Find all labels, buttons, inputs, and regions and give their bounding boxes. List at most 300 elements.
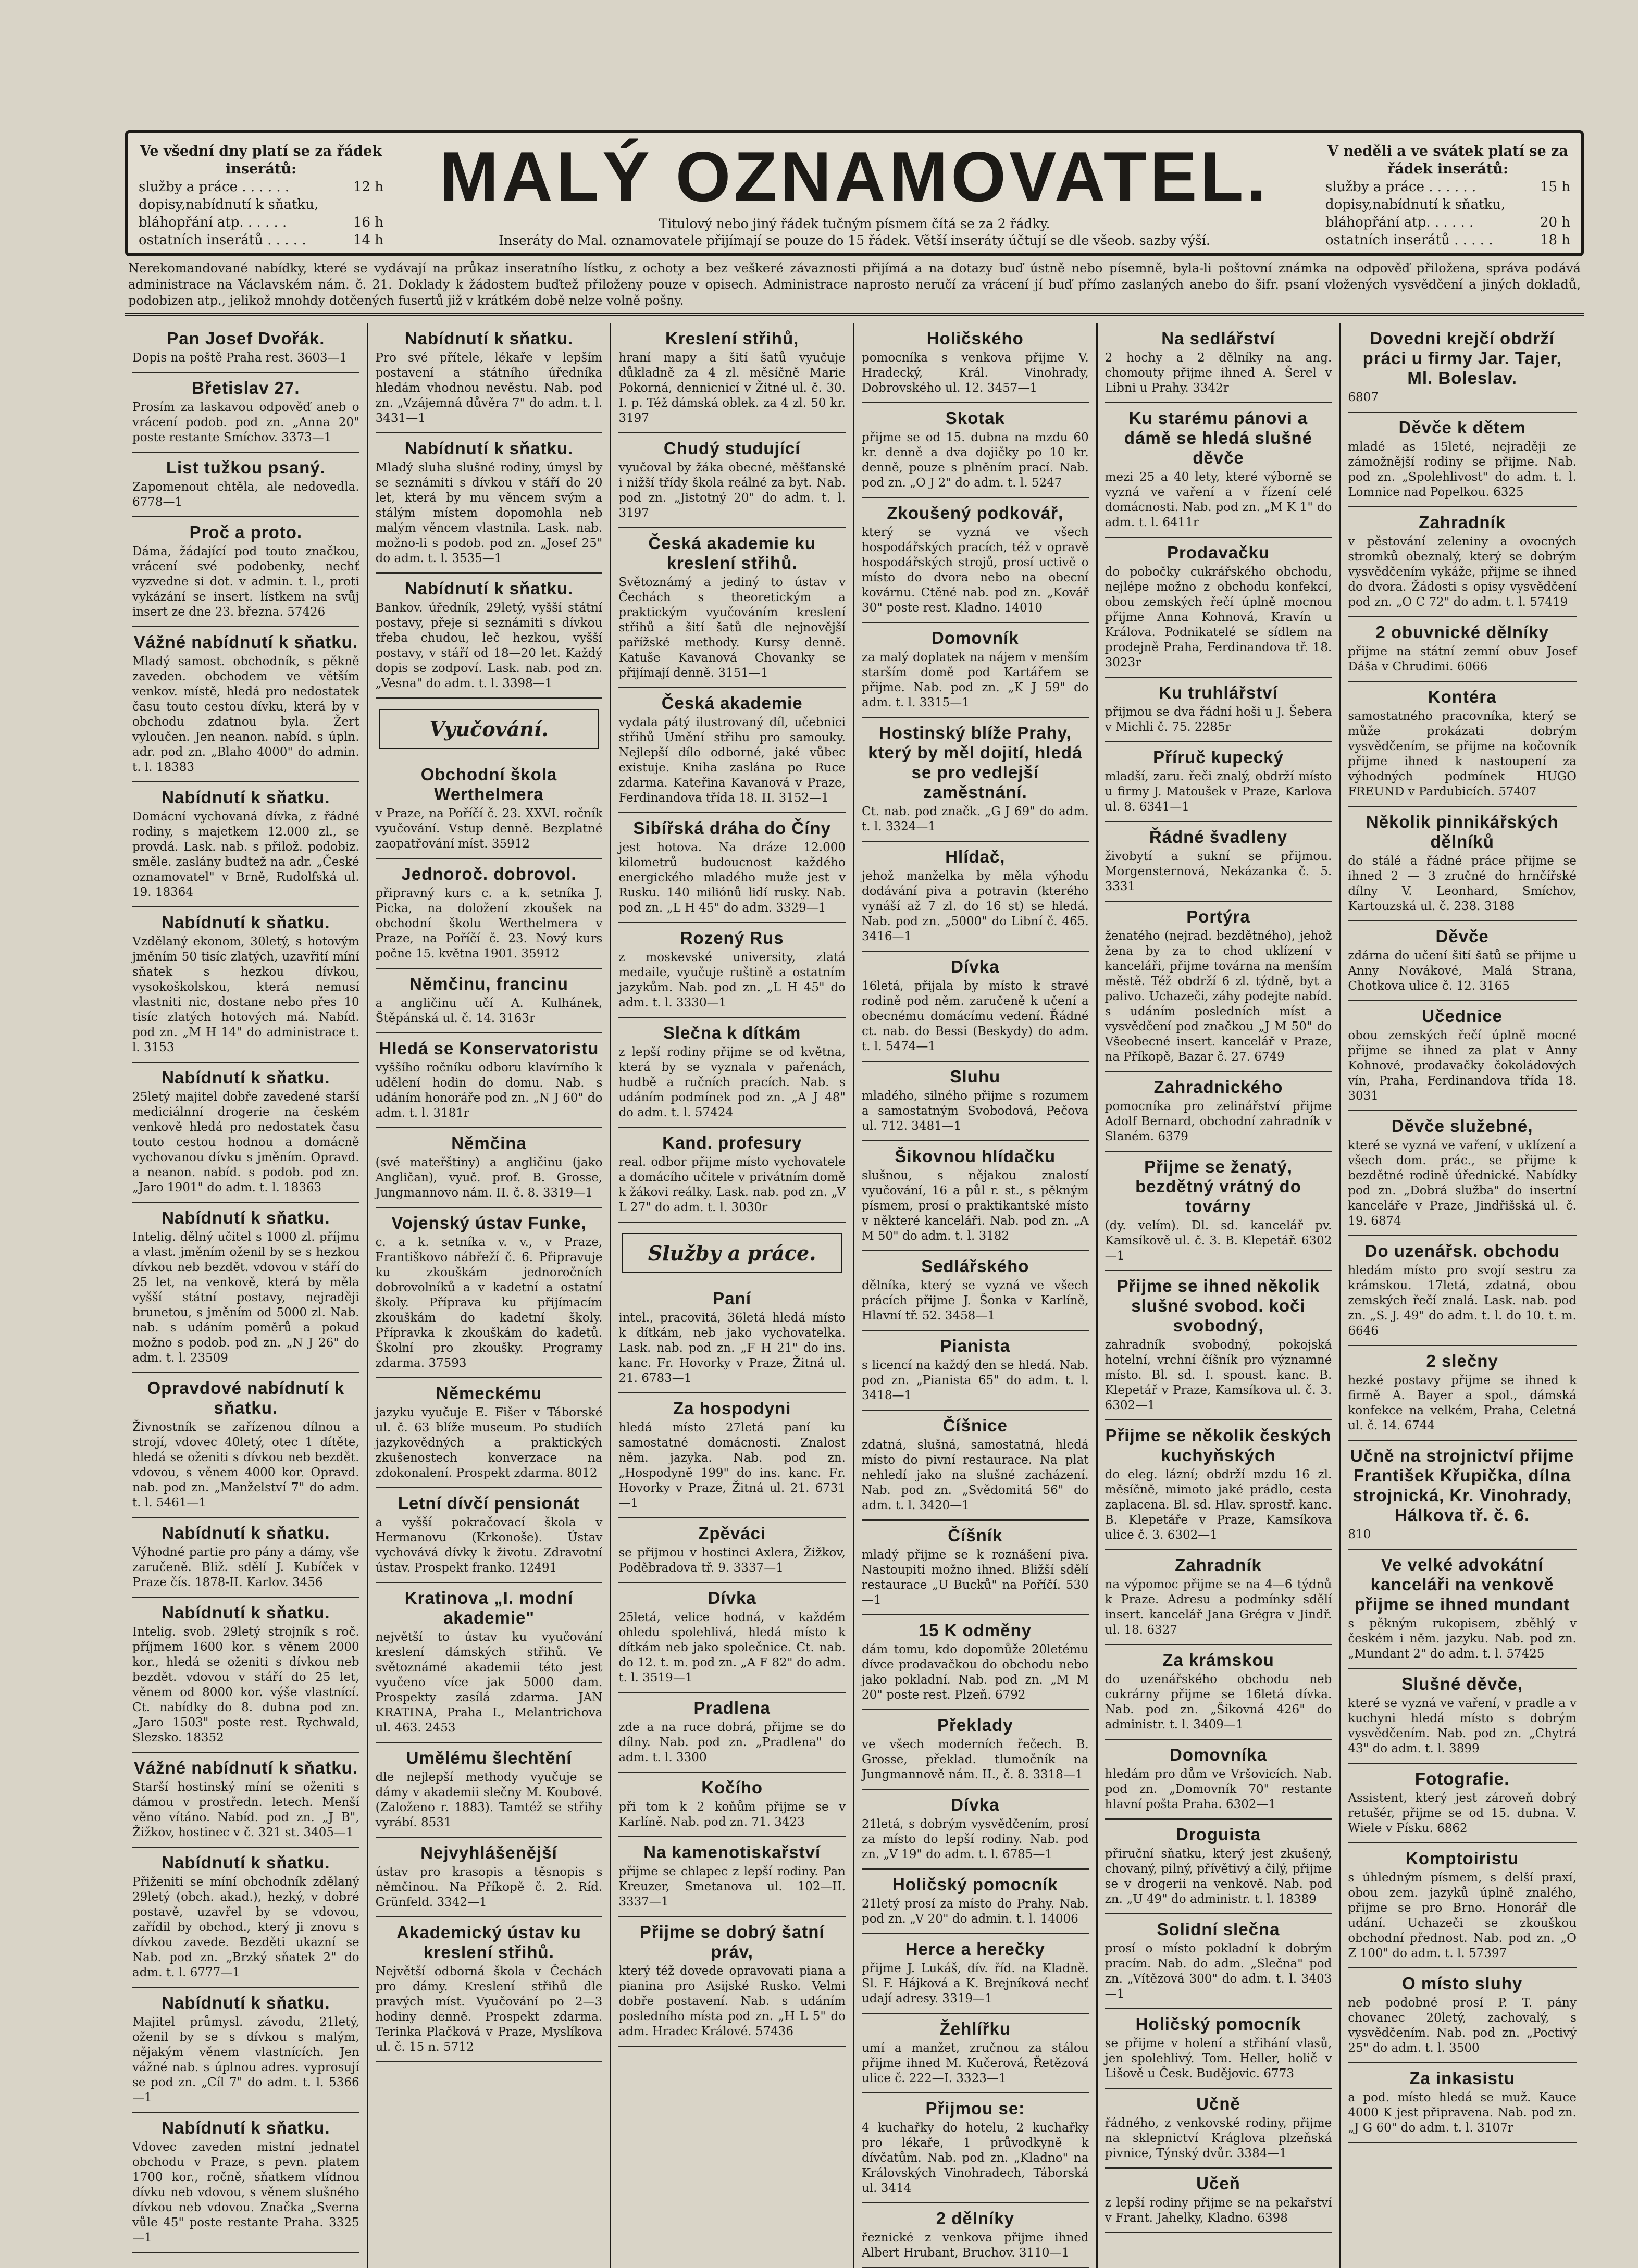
- classified-ad: [618, 323, 846, 433]
- ad-body: Domácní vychovaná dívka, z řádné rodiny, s majetkem 12.000 zl., se provdá. Lask. nab. s přilož. podobiz. směle. zaslány budtež na adr. „České oznamovatel" v Brně, Rudolfská ul. 19. 18364: [132, 810, 359, 899]
- classified-ad: [132, 373, 359, 453]
- classified-ad: [1348, 1441, 1577, 1550]
- classified-ad: [376, 1128, 603, 1208]
- ad-heading: Přijme se ihned několik slušné svobod. koči svobodný,: [1116, 1276, 1320, 1335]
- rate-price: 16 h: [353, 215, 383, 230]
- rate-row: [139, 231, 383, 249]
- classified-ad: [1348, 921, 1577, 1001]
- ad-body: slušnou, s nějakou znalostí vyučování, 16 a půl r. st., s pěkným písmem, prosí o praktikantské místo v některé kanceláři. Nab. pod zn. „A M 50" do adm. t. l. 3182: [861, 1169, 1089, 1243]
- classified-ad: [1348, 323, 1577, 413]
- rate-label: dopisy,nabídnutí k sňatku,: [1325, 197, 1506, 213]
- classified-ad: [376, 1208, 603, 1378]
- ad-heading: Umělému šlechtění: [406, 1748, 572, 1767]
- weekday-rates-box: [139, 143, 383, 249]
- classified-ad: [376, 574, 603, 699]
- ad-heading: Dívka: [708, 1588, 756, 1607]
- ad-body: pomocníka s venkova přijme V. Hradecký, Král. Vinohrady, Dobrovského ul. 12. 3457—1: [861, 351, 1089, 395]
- classified-ad: [862, 1141, 1089, 1251]
- classified-ad: [862, 1615, 1089, 1710]
- classified-ad: [132, 1848, 359, 1988]
- classified-ad: [1348, 1550, 1577, 1669]
- ad-heading: Na sedlářství: [1161, 329, 1275, 348]
- ad-heading: Kratinova „I. modní akademie": [404, 1588, 574, 1627]
- rate-label: služby a práce . . . . . .: [139, 179, 290, 195]
- classified-ad: [1348, 1111, 1577, 1236]
- ad-columns: [125, 323, 1584, 2260]
- classified-ad: [618, 688, 846, 813]
- classified-ad: [862, 952, 1089, 1062]
- ad-heading: Učně na strojnictví přijme František Křupička, dílna strojnická, Kr. Vinohrady, Hálkova tř. č. 6.: [1350, 1446, 1574, 1525]
- ad-body: připravný kurs c. a k. setníka J. Picka, na doložení zkoušek na obchodní školu Werthelmera v Praze, na Poříčí č. 23. Nový kurs počne 15. května 1901. 35912: [375, 887, 603, 961]
- ad-heading: Jednoroč. dobrovol.: [401, 864, 577, 883]
- ad-heading: Slečna k dítkám: [663, 1023, 801, 1042]
- ad-heading: Přijme se několik českých kuchyňských: [1105, 1426, 1332, 1465]
- ad-heading: Nabídnutí k sňatku.: [162, 913, 330, 932]
- ad-heading: Sedlářského: [921, 1256, 1029, 1276]
- ad-heading: Nabídnutí k sňatku.: [162, 788, 330, 807]
- ad-heading: Ve velké advokátní kanceláři na venkově přijme se ihned mundant: [1354, 1555, 1570, 1614]
- classified-ad: [376, 1488, 603, 1583]
- ad-heading: Nabídnutí k sňatku.: [162, 2118, 330, 2137]
- ad-body: mladého, silného přijme s rozumem a samostatným Svobodová, Pečova ul. 712. 3481—1: [861, 1089, 1089, 1133]
- ad-heading: Učednice: [1422, 1006, 1503, 1026]
- classified-ad: [1105, 678, 1332, 742]
- ad-heading: Česká akademie: [661, 693, 803, 713]
- ad-body: se přijme v holení a střihání vlasů, jen spolehlivý. Tom. Heller, holič v Lišově u Česk. Budějovic. 6773: [1105, 2037, 1332, 2080]
- rate-price: 12 h: [353, 179, 383, 195]
- ad-body: Ct. nab. pod značk. „G J 69" do adm. t. l. 3324—1: [861, 805, 1089, 833]
- ad-heading: Příruč kupecký: [1153, 747, 1284, 767]
- ad-heading: 2 slečny: [1426, 1351, 1498, 1370]
- classified-ad: [618, 1693, 846, 1773]
- ad-heading: Dovedni krejčí obdrží práci u firmy Jar. Tajer, Ml. Boleslav.: [1362, 329, 1562, 388]
- ad-heading: Šikovnou hlídačku: [895, 1147, 1056, 1166]
- ad-body: který se vyzná ve všech hospodářských pracích, též v opravě hospodářských strojů, prosí uctivě o místo do dvora nebo na obecní kovárnu. Ctěné nab. pod zn. „Kovář 30" poste rest. Kladno. 14010: [861, 526, 1089, 615]
- ad-heading: Na kamenotiskařství: [643, 1842, 821, 1862]
- classified-ad: [618, 1773, 846, 1837]
- ad-heading: 2 dělníky: [936, 2209, 1014, 2228]
- ad-body: vydala pátý ilustrovaný díl, učebnici střihů Umění střihu pro samouky. Nejlepší dílo odborné, jaké vůbec existuje. Kniha zaslána po Ruce zdarma. Kateřina Kavanová v Praze, Ferdinandova třída 18. II. 3152—1: [618, 716, 846, 805]
- classified-ad: [862, 2014, 1089, 2093]
- ad-heading: Zkoušený podkovář,: [887, 503, 1064, 522]
- classified-ad: [862, 718, 1089, 842]
- classified-ad: [376, 859, 603, 969]
- ad-heading: Prodavačku: [1167, 543, 1270, 562]
- ad-body: Vzdělaný ekonom, 30letý, s hotovým jměním 50 tisíc zlatých, uzavřití míní sňatek s hezkou dívkou, vysokoškolskou, která nemusí vlastniti nic, dostane nebo přes 10 tisíc zlatých hotových má. Nabíd. pod zn. „M H 14" do administrace t. l. 3153: [132, 935, 359, 1054]
- classified-ad: [132, 1598, 359, 1753]
- ad-heading: Vážné nabídnutí k sňatku.: [133, 1758, 358, 1777]
- ad-body: obou zemských řečí úplně mocné přijme se ihned za plat v Anny Kohnové, prodavačky čokoládových vín, Praha, Ferdinandova třída 18. 3031: [1348, 1029, 1577, 1103]
- classified-ad: [862, 1521, 1089, 1615]
- rate-row: [139, 196, 383, 214]
- ad-heading: Skotak: [945, 408, 1005, 428]
- ad-body: a pod. místo hledá se muž. Kauce 4000 K jest připravena. Nab. pod zn. „J G 60" do adm. t. l. 3107r: [1348, 2091, 1577, 2135]
- ad-body: přijmou se dva řádní hoši u J. Šebera v Michli č. 75. 2285r: [1105, 705, 1332, 734]
- ad-body: hledám pro dům ve Vršovicích. Nab. pod zn. „Domovník 70" restante hlavní pošta Praha. 6302—1: [1105, 1767, 1332, 1811]
- ad-body: 25letý majitel dobře zavedené starší mediciálnní drogerie na českém venkově hledá pro nedostatek času touto cestou hodnou a domácně vychovanou dívku s jměním. Opravd. a neanon. nabíd. s podob. pod zn. „Jaro 1901" do adm. t. l. 18363: [132, 1090, 359, 1194]
- classified-ad: [376, 1033, 603, 1128]
- ad-heading: Dívka: [951, 1795, 1000, 1814]
- ad-heading: Sibířská dráha do Číny: [633, 818, 831, 838]
- ad-body: 21letá, s dobrým vysvědčením, prosí za místo do lepší rodiny. Nab. pod zn. „V 19" do adm. t. l. 6785—1: [861, 1817, 1089, 1861]
- ad-heading: Proč a proto.: [189, 522, 303, 542]
- ad-body: řeznické z venkova přijme ihned Albert Hrubant, Bruchov. 3110—1: [861, 2231, 1089, 2260]
- classified-ad: [1105, 2089, 1332, 2169]
- ad-body: Mladý sluha slušné rodiny, úmysl by se seznámiti s dívkou v stáří do 20 let, která by mu věncem svým a stálým místem dopomohla neb malým věncem vlastnila. Lask. nab. možno-li s podob. pod zn. „Josef 25" do adm. t. l. 3535—1: [375, 461, 603, 565]
- ad-body: ústav pro krasopis a těsnopis s němčinou. Na Příkopě č. 2. Ríd. Grünfeld. 3342—1: [375, 1865, 603, 1909]
- newspaper-page: [125, 130, 1584, 2260]
- ad-heading: Portýra: [1186, 907, 1250, 926]
- classified-ad: [618, 1583, 846, 1693]
- classified-ad: [1105, 742, 1332, 822]
- ad-heading: Pradlena: [693, 1698, 771, 1717]
- classified-ad: [618, 1283, 846, 1393]
- ad-body: Živnostník se zařízenou dílnou a strojí, vdovec 40letý, otec 1 dítěte, hledá se oženiti s dívkou neb bezdět. vdovou, s věnem 4000 kor. Opravd. nab. pod zn. „Manželství 7" do adm. t. l. 5461—1: [132, 1420, 359, 1510]
- ad-heading: Kontéra: [1428, 687, 1497, 706]
- classified-ad: [1105, 403, 1332, 538]
- classified-ad: [1105, 1271, 1332, 1420]
- ad-body: (dy. velím). Dl. sd. kancelář pv. Kamsíkově ul. č. 3. B. Klepetář. 6302—1: [1105, 1219, 1332, 1263]
- ad-body: mladý přijme se k roznášení piva. Nastoupiti možno ihned. Bližší sdělí restaurace „U Bucků" na Poříčí. 530—1: [861, 1548, 1089, 1607]
- ad-heading: Děvče služebné,: [1391, 1116, 1533, 1136]
- rate-label: služby a práce . . . . . .: [1325, 179, 1476, 195]
- ad-heading: Pan Josef Dvořák.: [167, 329, 325, 348]
- ad-heading: Obchodní škola Werthelmera: [420, 765, 557, 804]
- ad-body: v Praze, na Poříčí č. 23. XXVI. ročník vyučování. Vstup denně. Bezplatné zaopatřování míst. 35912: [375, 807, 603, 851]
- ad-body: do eleg. lázní; obdrží mzdu 16 zl. měsíčně, mimoto jaké prádlo, cesta zaplacena. Bl. sd. Hlav. sprostř. kanc. B. Klepetáře v Praze, Kamsíkova ulice č. 3. 6302—1: [1105, 1468, 1332, 1542]
- ad-heading: Břetislav 27.: [192, 378, 300, 397]
- ad-heading: Pianista: [940, 1336, 1011, 1355]
- rate-row: [1325, 214, 1570, 231]
- classified-ad: [1105, 1740, 1332, 1820]
- ad-body: v pěstování zeleniny a ovocných stromků obeznalý, který se dobrým vysvědčením vykáže, přijme se ihned do dvora. Žádosti s opisy vysvědčení pod zn. „O C 72" do adm. t. l. 57419: [1348, 535, 1577, 609]
- classified-ad: [376, 1743, 603, 1838]
- classified-ad: [862, 1331, 1089, 1411]
- ad-column-2: [368, 323, 612, 2268]
- ad-heading: Hostinský blíže Prahy, který by měl dojití, hledá se pro vedlejší zaměstnání.: [868, 723, 1083, 802]
- classified-ad: [376, 1917, 603, 2062]
- rate-row: [1325, 178, 1570, 196]
- ad-body: Největší odborná škola v Čechách pro dámy. Kreslení střihů dle pravých míst. Vyučování po 2—3 hodiny denně. Prospekt zdarma. Terinka Plačková v Praze, Myslíkova ul. č. 15 n. 5712: [375, 1965, 603, 2054]
- ad-heading: Letní dívčí pensionát: [398, 1493, 580, 1513]
- classified-ad: [862, 323, 1089, 403]
- ad-body: přijme J. Lukáš, dív. říd. na Kladně. Sl. F. Hájková a K. Brejníková nechť udají adresy. 3319—1: [861, 1962, 1089, 2005]
- rate-label: dopisy,nabídnutí k sňatku,: [139, 197, 319, 213]
- ad-heading: Němčinu, francinu: [409, 974, 568, 993]
- ad-heading: Za krámskou: [1162, 1650, 1274, 1669]
- ad-body: 21letý prosí za místo do Prahy. Nab. pod zn. „V 20" do admin. t. l. 14006: [861, 1897, 1089, 1926]
- administration-notice: Nerekomandované nabídky, které se vydávají na průkaz inseratního lístku, z ochoty a bez veškeré závaznosti přijímá a na dotazy buď ústně nebo písemně, byla-li poštovní známka na odpověď přiložena, správa podává administrace na Václavském nám. č. 21. Doklady k žádostem buďtež přiloženy pouze v opisech. Administrace naprosto neručí za vrácení jí buď přímo zaslaných anebo do šifr. psaní vložených vysvědčení a jiných dokladů, podobizen atp., jelikož mnohdy dotčených fusertů již v krátkém době nelze volně pošny.: [125, 256, 1584, 316]
- ad-heading: Učně: [1196, 2094, 1240, 2113]
- classified-ad: [618, 528, 846, 688]
- ad-heading: Za inkasistu: [1409, 2068, 1516, 2088]
- ad-body: Majitel průmysl. závodu, 21letý, oženil by se s dívkou s malým, nějakým věnem vlastnících. Jen vážné nab. s úplnou adres. vyprosují se pod zn. „Cíl 7" do adm. t. l. 5366—1: [132, 2015, 359, 2104]
- classified-ad: [862, 403, 1089, 498]
- classified-ad: [862, 2203, 1089, 2268]
- ad-heading: Německému: [436, 1384, 542, 1403]
- ad-body: samostatného pracovníka, který se může prokázati dobrým vysvědčením, se přijme na kočovník přijme ihned k nastoupení za výhodných podmínek HUGO FREUND v Pardubicích. 57407: [1348, 709, 1577, 799]
- ad-body: přijme se od 15. dubna na mzdu 60 kr. denně a dva dojičky po 10 kr. denně, pouze s plněním prací. Nab. pod zn. „O J 2" do adm. t. l. 5247: [861, 431, 1089, 490]
- ad-heading: Zahradnického: [1153, 1077, 1283, 1096]
- ad-heading: Holičský pomocník: [1135, 2014, 1301, 2034]
- ad-body: 810: [1348, 1528, 1371, 1541]
- ad-heading: Kočího: [701, 1778, 763, 1797]
- classified-ad: [862, 1870, 1089, 1934]
- ad-body: jehož manželka by měla výhodu dodávání piva a potravin (kterého vynáší až 7 zl. do 16 st) se hledá. Nab. pod zn. „5000" do Libní č. 465. 3416—1: [861, 869, 1089, 943]
- ad-body: 6807: [1348, 391, 1379, 404]
- ad-body: Intelig. dělný učitel s 1000 zl. příjmu a vlast. jměním oženil by se s hezkou dívkou neb bezdět. vdovou v stáří do 25 let, na venkově, která by měla vyšší státní postavy, nejraději brunetou, s jměním od 5000 zl. Nab. nab. s udáním poměrů a pokud možno s podob. pod zn. „N J 26" do adm. t. l. 23509: [132, 1230, 359, 1365]
- holiday-rates-title: V neděli a ve svátek platí se za řádek inserátů:: [1327, 143, 1568, 177]
- classified-ad: [1105, 1820, 1332, 1914]
- classified-ad: [1105, 2009, 1332, 2089]
- classified-ad: [1348, 1346, 1577, 1441]
- ad-heading: Do uzenářsk. obchodu: [1364, 1241, 1560, 1261]
- ad-body: s pěkným rukopisem, zběhlý v českém i něm. jazyku. Nab. pod zn. „Mundant 2" do adm. t. l. 57425: [1348, 1617, 1577, 1661]
- classified-ad: [132, 782, 359, 907]
- ad-heading: Ku starému pánovi a dámě se hledá slušné děvče: [1124, 408, 1313, 467]
- ad-body: Světoznámý a jediný to ústav v Čechách s theoretickým a praktickým vyučováním kreslení střihů a šití šatů dle nejnovější pařížské methody. Kursy denně. Katuše Kavanová Chovanky se přijímají denně. 3151—1: [618, 576, 846, 680]
- classified-ad: [1105, 822, 1332, 902]
- classified-ad: [376, 1378, 603, 1488]
- ad-body: 2 hochy a 2 dělníky na ang. chomouty přijme ihned A. Šerel v Libni u Prahy. 3342r: [1105, 351, 1332, 395]
- rate-label: bláhopřání atp. . . . . .: [1325, 215, 1474, 230]
- classified-ad: [862, 623, 1089, 718]
- masthead-subtitle-2: Inseráty do Mal. oznamovatele přijímají se pouze do 15 řádek. Větší inseráty účtují se dle všeob. sazby výší.: [499, 233, 1210, 248]
- classified-ad: [618, 813, 846, 923]
- classified-ad: [1105, 902, 1332, 1072]
- ad-heading: Hledá se Konservatoristu: [379, 1039, 599, 1058]
- classified-ad: [862, 498, 1089, 623]
- ad-body: vyššího ročníku odboru klavírního k udělení hodin do domu. Nab. s udáním honoráře pod zn. „N J 60" do adm. t. l. 3181r: [375, 1061, 603, 1120]
- ad-heading: Solidní slečna: [1157, 1920, 1280, 1939]
- ad-body: přiruční sňatku, který jest zkušený, chovaný, pilný, přívětivý a čilý, přijme se v drogerii na venkově. Nab. pod zn. „U 49" do administr. t. l. 18389: [1105, 1847, 1332, 1906]
- ad-body: hezké postavy přijme se ihned k firmě A. Bayer a spol., dámská konfekce na velkém, Praha, Celetná ul. č. 14. 6744: [1348, 1374, 1577, 1432]
- rate-row: [1325, 231, 1570, 249]
- ad-body: hledá místo 27letá paní ku samostatné domácnosti. Znalost něm. jazyka. Nab. pod zn. „Hospodyně 199" do ins. kanc. Fr. Hovorky v Praze, Žitná ul. 21. 6731—1: [618, 1421, 846, 1510]
- classified-ad: [1105, 2169, 1332, 2233]
- classified-ad: [376, 1583, 603, 1743]
- classified-ad: [618, 1518, 846, 1583]
- rate-label: ostatních inserátů . . . . .: [139, 232, 306, 248]
- ad-heading: Dívka: [951, 957, 1000, 976]
- ad-heading: List tužkou psaný.: [166, 458, 326, 477]
- classified-ad: [132, 517, 359, 627]
- ad-heading: Paní: [713, 1289, 751, 1308]
- ad-body: za malý doplatek na nájem v menším starším domě pod Kartářem se přijme. Nab. pod zn. „K J 59" do adm. t. l. 3315—1: [861, 651, 1089, 709]
- ad-body: do uzenářského obchodu neb cukrárny přijme se 16letá dívka. Nab. pod zn. „Šikovná 426" do administr. t. l. 3409—1: [1105, 1673, 1332, 1731]
- classified-ad: [1105, 538, 1332, 678]
- ad-body: Bankov. úředník, 29letý, vyšší státní postavy, přeje si seznámiti s dívkou třeba chudou, leč hezkou, vyšší postavy, v stáří od 18—20 let. Každý dopis se zodpoví. Lask. nab. pod zn. „Vesna" do adm. t. l. 3398—1: [375, 601, 603, 690]
- ad-heading: Přijme se ženatý, bezdětný vrátný do továrny: [1135, 1157, 1301, 1216]
- ad-heading: 15 K odměny: [919, 1621, 1032, 1640]
- ad-heading: Ku truhlářství: [1159, 683, 1278, 702]
- ad-heading: Vážné nabídnutí k sňatku.: [133, 632, 358, 652]
- ad-body: c. a k. setníka v. v., v Praze, Františkovo nábřeží č. 6. Připravuje ku zkouškám jednoročních dobrovolníků a v kadetní a ostatní školy. Příprava ku přijímacím zkouškám do kadetní školy. Přípravka k zkouškám do kadetů. Školní pro zkoušky. Programy zdarma. 37593: [375, 1236, 603, 1370]
- ad-heading: Česká akademie ku kreslení střihů.: [648, 533, 816, 572]
- ad-column-1: [125, 323, 368, 2268]
- classified-ad: [1348, 507, 1577, 617]
- classified-ad: [862, 842, 1089, 952]
- classified-ad: [376, 323, 603, 433]
- ad-body: z lepší rodiny přijme se od května, která by se vyznala v pařenách, hudbě a ručních pracích. Nab. s udáním podmínek pod zn. „A J 48" do adm. t. l. 57424: [618, 1045, 846, 1119]
- ad-heading: Překlady: [937, 1715, 1013, 1735]
- ad-body: intel., pracovitá, 36letá hledá místo k dítkám, neb jako vychovatelka. Lask. nab. pod zn. „F H 21" do ins. kanc. Fr. Hovorky v Praze, Žitná ul. 21. 6783—1: [618, 1311, 846, 1385]
- ad-heading: Nabídnutí k sňatku.: [404, 579, 574, 598]
- ad-heading: Číšník: [948, 1526, 1003, 1545]
- ad-body: mladší, zaru. řeči znalý, obdrží místo u firmy J. Matoušek v Praze, Karlova ul. 8. 6341—1: [1105, 770, 1332, 814]
- ad-heading: Nabídnutí k sňatku.: [162, 1068, 330, 1087]
- ad-heading: Droguista: [1175, 1825, 1261, 1844]
- classified-ad: [132, 1373, 359, 1518]
- classified-ad: [1348, 617, 1577, 682]
- ad-body: 4 kuchařky do hotelu, 2 kuchařky pro lékaře, 1 průvodkyně k dívčatům. Nab. pod zn. „Kladno" na Královských Vinohradech, Táborská ul. 3414: [861, 2121, 1089, 2195]
- rate-price: 15 h: [1540, 179, 1570, 195]
- classified-ad: [132, 1753, 359, 1848]
- ad-heading: Zahradník: [1419, 513, 1506, 532]
- ad-body: zdatná, slušná, samostatná, hledá místo do pivní restaurace. Na plat nehledí jako na slušné zacházení. Nab. pod zn. „Svědomitá 56" do adm. t. l. 3420—1: [861, 1438, 1089, 1512]
- section-heading: Vyučování.: [378, 708, 601, 750]
- ad-body: Intelig. svob. 29letý strojník s roč. příjmem 1600 kor. s věnem 2000 kor., hledá se oženiti s dívkou neb bezdět. vdovou v stáří do 25 let, věnem od 8000 kor. výše vlastnící. Ct. nabídky do 8. dubna pod zn. „Jaro 1503" poste rest. Rychwald, Slezsko. 18352: [132, 1625, 359, 1744]
- ad-column-3: [611, 323, 854, 2268]
- classified-ad: [862, 2093, 1089, 2203]
- classified-ad: [862, 1934, 1089, 2014]
- classified-ad: [132, 323, 359, 373]
- classified-ad: [132, 453, 359, 517]
- classified-ad: [376, 1838, 603, 1917]
- ad-body: dle nejlepší methody vyučuje se dámy v akademii slečny M. Koubové. (Založeno r. 1883). Tamtéž se střihy vyrábí. 8531: [375, 1771, 603, 1829]
- ad-column-6: [1341, 323, 1584, 2268]
- ad-heading: Hlídač,: [945, 847, 1006, 866]
- ad-heading: Komptoiristu: [1405, 1849, 1519, 1868]
- ad-heading: Několik pinnikářských dělníků: [1366, 812, 1559, 851]
- ad-heading: Žehlířku: [939, 2019, 1011, 2038]
- ad-body: s licencí na každý den se hledá. Nab. pod zn. „Pianista 65" do adm. t. l. 3418—1: [861, 1359, 1089, 1402]
- ad-heading: Akademický ústav ku kreslení střihů.: [396, 1923, 581, 1962]
- ad-body: hraní mapy a šití šatů vyučuje důkladně za 4 zl. měsíčně Marie Pokorná, dennicnicí v Žitné ul. č. 30. I. p. Též dámská oblek. za 4 zl. 50 kr. 3197: [618, 351, 846, 425]
- ad-body: 25letá, velice hodná, v každém ohledu spolehlivá, hledá místo k dítkám neb jako společnice. Ct. nab. do 12. t. m. pod zn. „A F 82" do adm. t. l. 3519—1: [618, 1611, 846, 1685]
- ad-body: Zapomenout chtěla, ale nedovedla. 6778—1: [132, 480, 359, 509]
- classified-ad: [862, 1251, 1089, 1331]
- ad-body: přijme se chlapec z lepší rodiny. Pan Kreuzer, Smetanova ul. 102—II. 3337—1: [618, 1865, 846, 1909]
- classified-ad: [1105, 1152, 1332, 1271]
- classified-ad: [618, 433, 846, 528]
- ad-body: jest hotova. Na dráze 12.000 kilometrů budoucnost každého energického mladého muže jest v Rusku. 140 miliónů lidí rusky. Nab. pod zn. „L H 45" do adm. 3329—1: [618, 841, 846, 915]
- ad-body: prosí o místo pokladní k dobrým pracím. Nab. do adm. „Slečna" pod zn. „Vítězová 300" do adm. t. l. 3403—1: [1105, 1942, 1332, 2001]
- ad-body: které se vyzná ve vaření, v uklízení a všech dom. prác., se přijme k bezdětné rodině úřednické. Nabídky pod zn. „Dobrá služba" do insertní kanceláře v Praze, Jindřišská ul. č. 19. 6874: [1348, 1139, 1577, 1228]
- rate-row: [139, 178, 383, 196]
- ad-body: ženatého (nejrad. bezdětného), jehož žena by za to chod uklízení v kanceláři, přijme továrna na menším městě. Též obdrží 6 zl. týdně, byt a palivo. Uchazeči, záhy podejte nabíd. s udáním posledních míst a vysvědčení pod značkou „J M 50" do Všeobecné insert. kancelář v Praze, na Příkopě, Bazar č. 27. 6749: [1105, 929, 1332, 1064]
- classified-ad: [618, 1837, 846, 1917]
- ad-heading: Nabídnutí k sňatku.: [162, 1208, 330, 1227]
- ad-body: (své mateřštiny) a angličinu (jako Angličan), vyuč. prof. B. Grosse, Jungmannovo nám. II. č. 8. 3319—1: [375, 1156, 603, 1200]
- classified-ad: [1105, 1914, 1332, 2009]
- rate-price: 18 h: [1540, 232, 1570, 248]
- classified-ad: [862, 1710, 1089, 1790]
- ad-heading: Herce a herečky: [905, 1939, 1045, 1959]
- classified-ad: [1105, 1072, 1332, 1152]
- classified-ad: [618, 1917, 846, 2047]
- ad-body: Assistent, který jest zároveň dobrý retušér, přijme se od 15. dubna. V. Wiele v Písku. 6862: [1348, 1791, 1577, 1835]
- classified-ad: [1105, 1645, 1332, 1740]
- ad-column-5: [1098, 323, 1341, 2268]
- page-title: MALÝ OZNAMOVATEL.: [439, 137, 1270, 216]
- ad-heading: Rozený Rus: [680, 928, 784, 948]
- ad-heading: Nabídnutí k sňatku.: [162, 1603, 330, 1622]
- ad-body: řádného, z venkovské rodiny, přijme na sklepnictví Kráglova plzeňská pivnice, Týnský dvůr. 3384—1: [1105, 2116, 1332, 2160]
- ad-heading: Za hospodyni: [673, 1399, 791, 1418]
- ad-heading: Holičského: [926, 329, 1024, 348]
- classified-ad: [132, 907, 359, 1063]
- ad-heading: Nabídnutí k sňatku.: [162, 1523, 330, 1542]
- ad-body: Dopis na poště Praha rest. 3603—1: [132, 351, 348, 365]
- holiday-rates-rows: [1325, 178, 1570, 249]
- ad-heading: Řádné švadleny: [1149, 827, 1288, 846]
- classified-ad: [376, 969, 603, 1033]
- masthead-subtitle: Titulový nebo jiný řádek tučným písmem čítá se za 2 řádky.: [659, 216, 1050, 231]
- classified-ad: [1105, 1550, 1332, 1645]
- classified-ad: [132, 2113, 359, 2253]
- classified-ad: [1348, 807, 1577, 921]
- ad-heading: Učeň: [1196, 2174, 1240, 2193]
- classified-ad: [132, 1988, 359, 2113]
- ad-heading: Číšnice: [942, 1416, 1008, 1435]
- masthead-title-block: [389, 138, 1320, 249]
- ad-heading: Fotografie.: [1414, 1769, 1510, 1788]
- ad-heading: Domovník: [932, 628, 1019, 647]
- rate-row: [1325, 196, 1570, 214]
- ad-body: jazyku vyučuje E. Fišer v Táborské ul. č. 63 blíže museum. Po studiích jazykovědných a praktických zkušenostech konverzace na zdokonalení. Prospekt zdarma. 8012: [375, 1406, 603, 1480]
- rate-label: bláhopřání atp. . . . . .: [139, 215, 287, 230]
- ad-heading: O místo sluhy: [1402, 1974, 1523, 1993]
- ad-body: zdárna do učení šití šatů se přijme u Anny Novákové, Malá Strana, Chotkova ulice č. 12. 3165: [1348, 949, 1577, 993]
- ad-body: Prosím za laskavou odpověď aneb o vrácení podob. pod zn. „Anna 20" poste restante Smíchov. 3373—1: [132, 401, 359, 444]
- ad-body: zahradník svobodný, pokojská hotelní, vrchní číšník pro významné místo. Bl. sd. I. spoust. kanc. B. Klepetář v Praze, Kamsíkova ul. č. 3. 6302—1: [1105, 1338, 1332, 1412]
- classified-ad: [132, 627, 359, 782]
- ad-body: na výpomoc přijme se na 4—6 týdnů k Praze. Adresu a podmínky sdělí insert. kancelář Jana Grégra v Jindř. ul. 18. 6327: [1105, 1578, 1332, 1637]
- ad-body: s úhledným písmem, s delší praxí, obou zem. jazyků úplně znalého, přijme se pro Brno. Honorář dle udání. Uchazeči se zkouškou obchodní přednost. Nab. pod zn. „O Z 100" do adm. t. l. 57397: [1348, 1871, 1577, 1960]
- classified-ad: [376, 759, 603, 859]
- ad-heading: Nabídnutí k sňatku.: [404, 329, 574, 348]
- ad-heading: Vojenský ústav Funke,: [391, 1213, 587, 1232]
- ad-heading: Přijmou se:: [925, 2099, 1025, 2118]
- classified-ad: [1348, 1843, 1577, 1968]
- ad-body: který též dovede opravovati piana a pianina pro Asijské Rusko. Velmi dobře postavení. Nab. s udáním posledního místa pod zn. „H L 5" do adm. Hradec Králové. 57436: [618, 1964, 846, 2038]
- classified-ad: [1348, 1968, 1577, 2063]
- ad-body: při tom k 2 koňům přijme se v Karlíně. Nab. pod zn. 71. 3423: [618, 1800, 846, 1829]
- ad-body: Přiženiti se míní obchodník zdělaný 29letý (obch. akad.), hezký, v dobré postavě, uzavřel by se vdovou, zařídil by obchod., který ji znovu s dívkou zavede. Bezděti ukazní se Nab. pod zn. „Brzký sňatek 2" do adm. t. l. 6777—1: [132, 1875, 359, 1979]
- classified-ad: [1348, 1764, 1577, 1843]
- ad-body: hledám místo pro svojí sestru za krámskou. 17letá, zdatná, obou zemských řečí znalá. Lask. nab. pod zn. „S. J. 49" do adm. t. l. do 10. t. m. 6646: [1348, 1264, 1577, 1338]
- ad-heading: Nabídnutí k sňatku.: [162, 1853, 330, 1872]
- classified-ad: [376, 433, 603, 574]
- ad-body: ve všech moderních řečech. B. Grosse, překlad. tlumočník na Jungmannově nám. II., č. 8. 3318—1: [861, 1738, 1089, 1781]
- ad-heading: Sluhu: [950, 1067, 1001, 1086]
- ad-heading: Nabídnutí k sňatku.: [404, 439, 574, 458]
- weekday-rates-rows: [139, 178, 383, 249]
- ad-body: Dáma, žádající pod touto značkou, vrácení své podobenky, nechť vyzvedne si dot. v admin. t. l., proti vykázání se insert. lístkem na svůj insert ze dne 23. března. 57426: [132, 545, 359, 619]
- ad-body: z lepší rodiny přijme se na pekařství v Frant. Jahelky, Kladno. 6398: [1105, 2196, 1332, 2225]
- ad-heading: Nejvyhlášenější: [420, 1843, 557, 1862]
- classified-ad: [618, 1018, 846, 1128]
- ad-body: dělníka, který se vyzná ve všech prácích přijme J. Šonka v Karlíně, Hlavní tř. 52. 3458—1: [861, 1279, 1089, 1323]
- ad-heading: Zahradník: [1175, 1555, 1262, 1575]
- ad-body: Pro své přítele, lékaře v lepším postavení a státního úředníka hledám vhodnou nevěstu. Nab. pod zn. „Vzájemná důvěra 7" do adm. t. l. 3431—1: [375, 351, 603, 425]
- ad-body: 16letá, přijala by místo k stravé rodině pod něm. zaručeně k učení a obecnému domácímu vedení. Řádné ct. nab. do Bessi (Beskydy) do adm. t. l. 5474—1: [861, 979, 1089, 1053]
- ad-heading: Němčina: [451, 1133, 527, 1153]
- classified-ad: [618, 923, 846, 1018]
- classified-ad: [132, 1203, 359, 1373]
- ad-body: živobytí a sukní se přijmou. Morgensternová, Nekázanka č. 5. 3331: [1105, 850, 1332, 893]
